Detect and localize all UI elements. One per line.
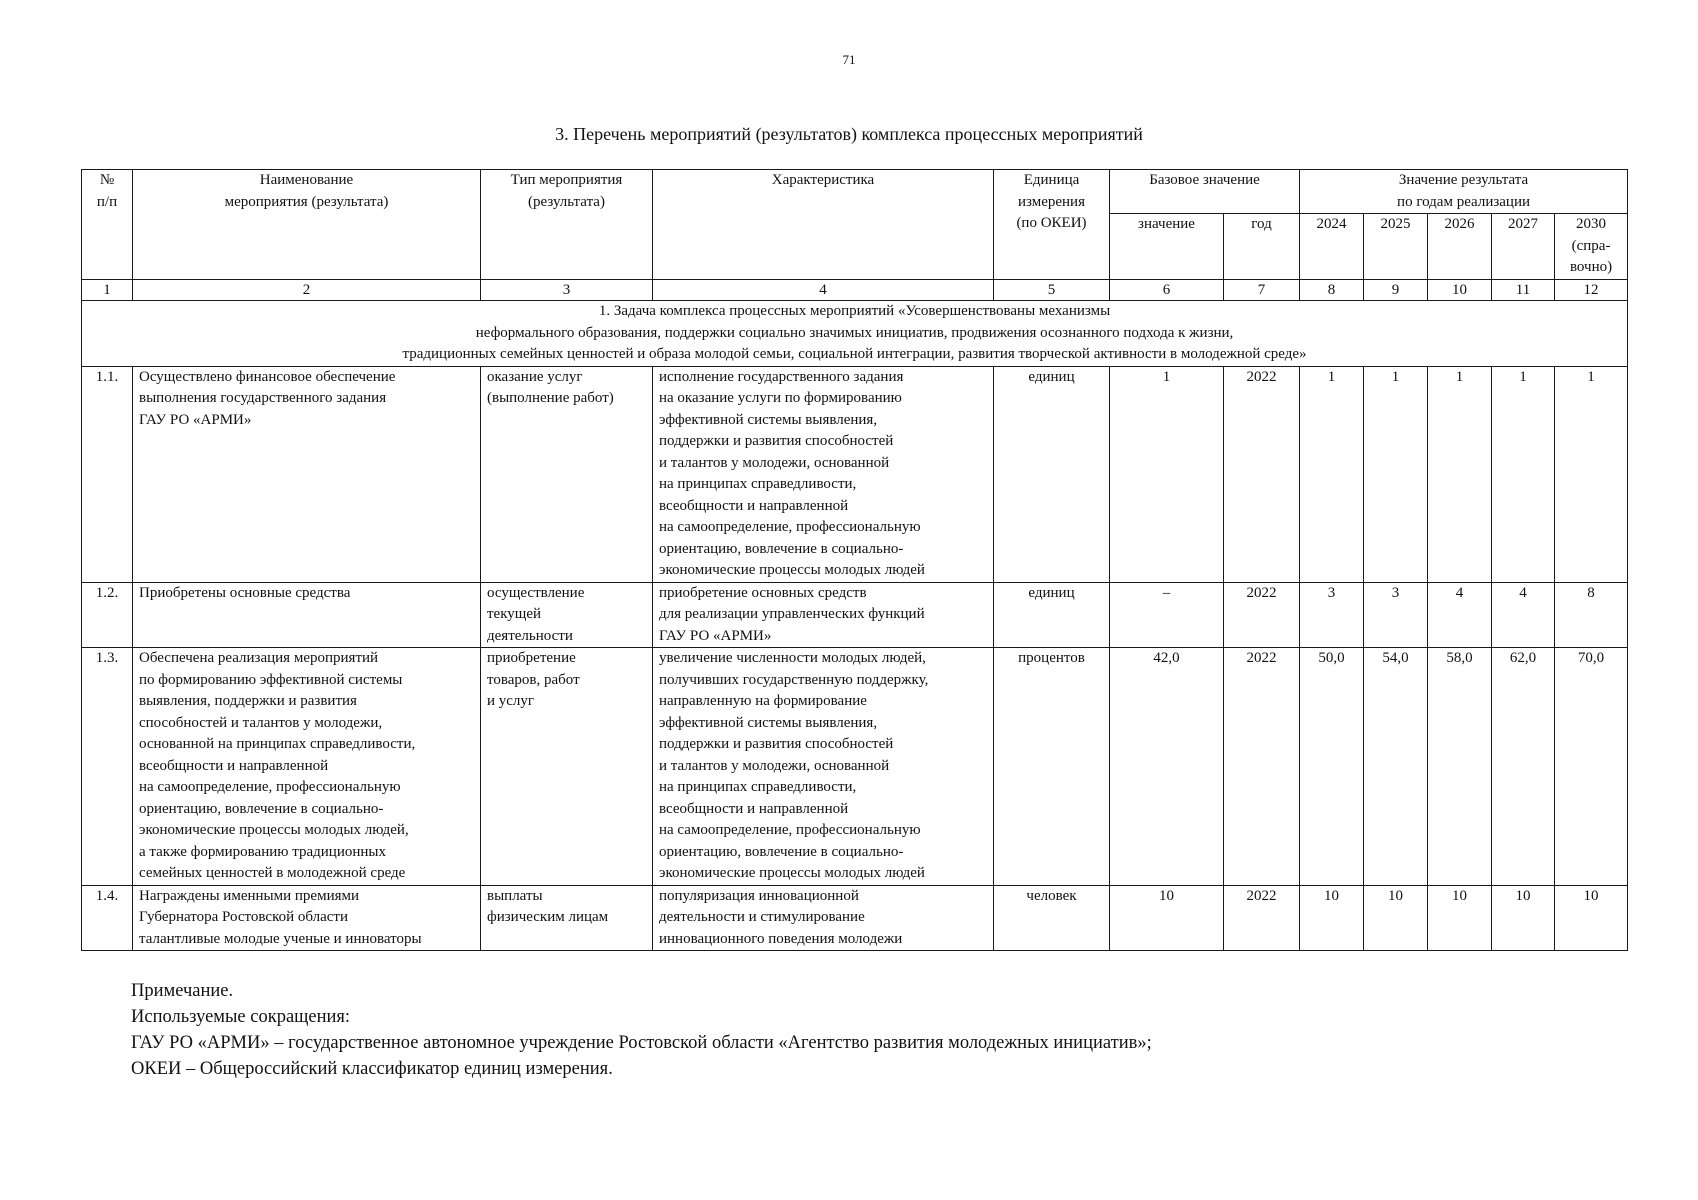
characteristic-cell [653, 885, 994, 951]
cell-line: эффективной системы выявления, [659, 714, 878, 731]
cell-line: экономические процессы молодых людей [659, 562, 925, 578]
characteristic-cell [653, 648, 994, 886]
value-2025-cell: 1 [1364, 366, 1428, 582]
header-num: № п/п [82, 170, 133, 280]
cell-line: деятельности [487, 627, 573, 644]
value-2024-cell: 50,0 [1300, 648, 1364, 886]
base-value-cell: – [1110, 582, 1224, 648]
header-unit: Единица измерения (по ОКЕИ) [994, 170, 1110, 280]
value-2025-cell: 54,0 [1364, 648, 1428, 886]
value-2024-cell: 10 [1300, 885, 1364, 951]
cell-line: поддержки и развития способностей [659, 736, 894, 752]
table-row [82, 366, 1628, 582]
column-number: 11 [1492, 280, 1555, 301]
cell-line: Приобретены основные средства [139, 584, 351, 601]
value-2025-cell: 10 [1364, 885, 1428, 951]
column-number: 7 [1224, 280, 1300, 301]
value-2030-cell: 1 [1555, 366, 1628, 582]
cell-line: выявления, поддержки и развития [139, 693, 357, 709]
column-number: 4 [653, 280, 994, 301]
header-year-2026: 2026 [1428, 214, 1492, 280]
row-number: 1.2. [82, 582, 133, 648]
value-2027-cell: 10 [1492, 885, 1555, 951]
value-2026-cell: 4 [1428, 582, 1492, 648]
header-year-2027: 2027 [1492, 214, 1555, 280]
cell-line: Награждены именными премиями [139, 887, 360, 904]
value-2030-cell: 70,0 [1555, 648, 1628, 886]
characteristic-cell [653, 582, 994, 648]
cell-line: ГАУ РО «АРМИ» [659, 627, 772, 644]
base-year-cell: 2022 [1224, 366, 1300, 582]
base-year-cell: 2022 [1224, 582, 1300, 648]
notes [131, 978, 1152, 1082]
header-base-value: значение [1110, 214, 1224, 280]
characteristic-cell [653, 366, 994, 582]
cell-line: ГАУ РО «АРМИ» [139, 411, 252, 428]
cell-line: получивших государственную поддержку, [659, 671, 929, 688]
measure-type-cell [481, 648, 653, 886]
note-heading: Примечание. [131, 981, 234, 1001]
cell-line: и услуг [487, 693, 535, 709]
cell-line: Осуществлено финансовое обеспечение [139, 368, 396, 385]
measure-name-cell [133, 582, 481, 648]
header-characteristic: Характеристика [653, 170, 994, 280]
task-row [82, 301, 1628, 367]
cell-line: приобретение основных средств [659, 584, 867, 601]
unit-cell: человек [994, 885, 1110, 951]
header-year-2024: 2024 [1300, 214, 1364, 280]
column-numbers-row [82, 280, 1628, 301]
cell-line: текущей [487, 606, 542, 622]
cell-line: популяризация инновационной [659, 887, 859, 904]
cell-line: выполнения государственного задания [139, 390, 387, 406]
base-value-cell: 1 [1110, 366, 1224, 582]
cell-line: эффективной системы выявления, [659, 411, 878, 428]
measure-name-cell [133, 366, 481, 582]
column-number: 10 [1428, 280, 1492, 301]
cell-line: выплаты [487, 887, 543, 904]
cell-line: семейных ценностей в молодежной среде [139, 865, 406, 881]
cell-line: на самоопределение, профессиональную [659, 519, 921, 535]
cell-line: инновационного поведения молодежи [659, 930, 903, 947]
header-result: Значение результата по годам реализации [1300, 170, 1628, 214]
value-2030-cell: 8 [1555, 582, 1628, 648]
cell-line: и талантов у молодежи, основанной [659, 454, 890, 471]
column-number: 9 [1364, 280, 1428, 301]
note-abbrev-armi: ГАУ РО «АРМИ» – государственное автономное учреждение Ростовской области «Агентство развития молодежных инициатив»; [131, 1033, 1152, 1053]
column-number: 5 [994, 280, 1110, 301]
value-2026-cell: 58,0 [1428, 648, 1492, 886]
table-row [82, 582, 1628, 648]
measures-table [81, 169, 1628, 951]
cell-line: физическим лицам [487, 909, 609, 925]
cell-line: деятельности и стимулирование [659, 909, 865, 925]
cell-line: на оказание услуги по формированию [659, 390, 902, 406]
header-year-2025: 2025 [1364, 214, 1428, 280]
base-year-cell: 2022 [1224, 885, 1300, 951]
table-row [82, 648, 1628, 886]
cell-line: увеличение численности молодых людей, [659, 650, 926, 666]
header-base: Базовое значение [1110, 170, 1300, 214]
value-2024-cell: 1 [1300, 366, 1364, 582]
cell-line: на принципах справедливости, [659, 779, 857, 795]
table-row [82, 885, 1628, 951]
cell-line: для реализации управленческих функций [659, 606, 925, 622]
measure-type-cell [481, 366, 653, 582]
value-2026-cell: 1 [1428, 366, 1492, 582]
unit-cell: единиц [994, 582, 1110, 648]
page-number: 71 [842, 52, 856, 67]
cell-line: исполнение государственного задания [659, 368, 904, 385]
cell-line: и талантов у молодежи, основанной [659, 757, 890, 774]
cell-line: осуществление [487, 584, 585, 601]
cell-line: экономические процессы молодых людей, [139, 822, 409, 838]
column-number: 12 [1555, 280, 1628, 301]
cell-line: способностей и талантов у молодежи, [139, 714, 383, 731]
unit-cell: процентов [994, 648, 1110, 886]
row-number: 1.4. [82, 885, 133, 951]
value-2027-cell: 1 [1492, 366, 1555, 582]
base-value-cell: 10 [1110, 885, 1224, 951]
value-2030-cell: 10 [1555, 885, 1628, 951]
task-heading: 1. Задача комплекса процессных мероприятий «Усовершенствованы механизмы неформального образования, поддержки социально значимых инициатив, продвижения осознанного подхода к жизни, традиционных семейных ценностей и образа молодой семьи, социальной интеграции, развития творческой активности в молодежной среде» [82, 301, 1628, 367]
cell-line: талантливые молодые ученые и инноваторы [139, 930, 422, 947]
column-number: 6 [1110, 280, 1224, 301]
header-base-year: год [1224, 214, 1300, 280]
base-value-cell: 42,0 [1110, 648, 1224, 886]
cell-line: на самоопределение, профессиональную [139, 779, 401, 795]
value-2027-cell: 62,0 [1492, 648, 1555, 886]
measure-type-cell [481, 885, 653, 951]
measure-name-cell [133, 648, 481, 886]
measure-type-cell [481, 582, 653, 648]
cell-line: товаров, работ [487, 671, 580, 688]
unit-cell: единиц [994, 366, 1110, 582]
row-number: 1.3. [82, 648, 133, 886]
cell-line: по формированию эффективной системы [139, 671, 403, 688]
cell-line: основанной на принципах справедливости, [139, 736, 416, 752]
column-number: 2 [133, 280, 481, 301]
cell-line: экономические процессы молодых людей [659, 865, 925, 881]
cell-line: поддержки и развития способностей [659, 433, 894, 449]
header-type: Тип мероприятия (результата) [481, 170, 653, 280]
cell-line: а также формированию традиционных [139, 843, 386, 860]
value-2024-cell: 3 [1300, 582, 1364, 648]
cell-line: приобретение [487, 650, 576, 666]
cell-line: всеобщности и направленной [659, 497, 849, 514]
cell-line: Губернатора Ростовской области [139, 909, 349, 925]
column-number: 8 [1300, 280, 1364, 301]
header-year-2030: 2030 (спра- вочно) [1555, 214, 1628, 280]
cell-line: ориентацию, вовлечение в социально- [659, 843, 904, 860]
column-number: 3 [481, 280, 653, 301]
column-number: 1 [82, 280, 133, 301]
cell-line: ориентацию, вовлечение в социально- [659, 540, 904, 557]
row-number: 1.1. [82, 366, 133, 582]
value-2027-cell: 4 [1492, 582, 1555, 648]
measure-name-cell [133, 885, 481, 951]
cell-line: Обеспечена реализация мероприятий [139, 650, 379, 666]
value-2026-cell: 10 [1428, 885, 1492, 951]
cell-line: оказание услуг [487, 368, 583, 385]
section-title: 3. Перечень мероприятий (результатов) комплекса процессных мероприятий [555, 124, 1143, 144]
cell-line: ориентацию, вовлечение в социально- [139, 800, 384, 817]
cell-line: направленную на формирование [659, 693, 867, 709]
note-abbrev-title: Используемые сокращения: [131, 1007, 351, 1027]
base-year-cell: 2022 [1224, 648, 1300, 886]
cell-line: (выполнение работ) [487, 390, 614, 406]
cell-line: на принципах справедливости, [659, 476, 857, 492]
header-name: Наименование мероприятия (результата) [133, 170, 481, 280]
cell-line: на самоопределение, профессиональную [659, 822, 921, 838]
note-abbrev-okei: ОКЕИ – Общероссийский классификатор единиц измерения. [131, 1059, 613, 1079]
value-2025-cell: 3 [1364, 582, 1428, 648]
cell-line: всеобщности и направленной [139, 757, 329, 774]
cell-line: всеобщности и направленной [659, 800, 849, 817]
